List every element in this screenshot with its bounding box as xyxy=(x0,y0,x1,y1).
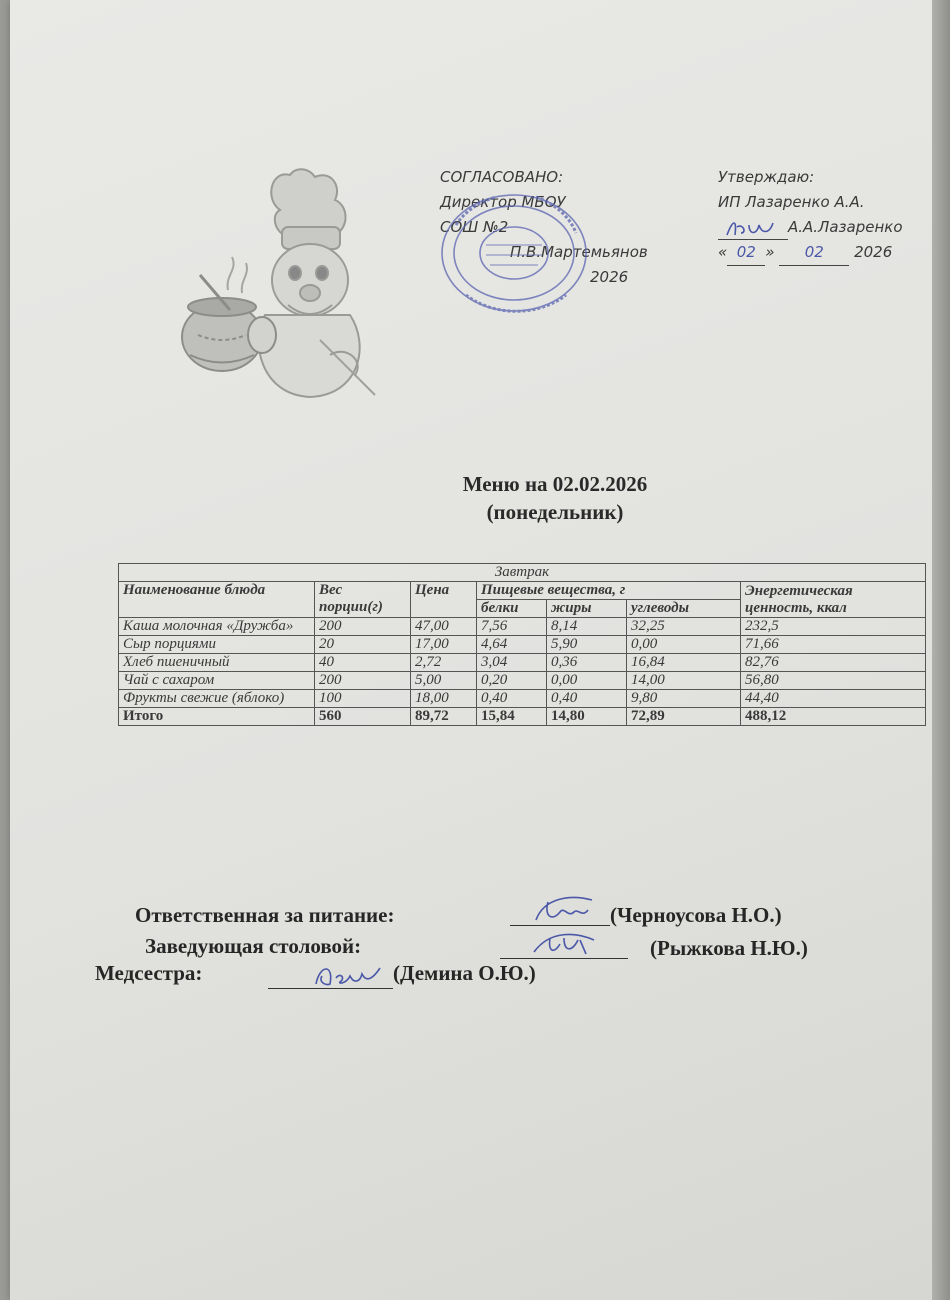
cell-energy: 71,66 xyxy=(741,636,926,654)
title-line2: (понедельник) xyxy=(486,500,624,524)
date-day: 02 xyxy=(727,240,765,266)
cell-weight: 100 xyxy=(315,690,411,708)
approval-position-line1: Директор МБОУ xyxy=(440,193,566,211)
cell-carbs: 0,00 xyxy=(627,636,741,654)
date-quote-open: « xyxy=(718,243,728,261)
table-row xyxy=(119,690,926,708)
signature-line-right xyxy=(718,221,788,240)
signature-role-canteen: Заведующая столовой: xyxy=(145,934,362,958)
chef-illustration-icon xyxy=(170,165,410,405)
total-label: Итого xyxy=(119,708,315,726)
title-line1: Меню на 02.02.2026 xyxy=(462,472,648,496)
approval-position-line2: СОШ №2 xyxy=(440,218,509,236)
date-month: 02 xyxy=(779,240,849,266)
header-fat: жиры xyxy=(547,600,627,618)
approval-heading-right: Утверждаю: xyxy=(718,168,815,186)
table-total-row xyxy=(119,708,926,726)
cell-price: 17,00 xyxy=(411,636,477,654)
cell-energy: 44,40 xyxy=(741,690,926,708)
header-carbs: углеводы xyxy=(627,600,741,618)
total-fat: 14,80 xyxy=(547,708,627,726)
cell-energy: 56,80 xyxy=(741,672,926,690)
cell-name: Сыр порциями xyxy=(119,636,315,654)
table-meal-row xyxy=(119,564,926,582)
signature-role-nurse: Медсестра: xyxy=(95,961,203,985)
header-energy: Энергетическая ценность, ккал xyxy=(741,582,926,618)
cell-fat: 0,36 xyxy=(547,654,627,672)
date-quote-close: » xyxy=(765,243,775,261)
cell-carbs: 9,80 xyxy=(627,690,741,708)
cell-carbs: 32,25 xyxy=(627,618,741,636)
cell-name: Чай с сахаром xyxy=(119,672,315,690)
handwritten-signature-director xyxy=(723,215,783,241)
signature-name-nurse: (Демина О.Ю.) xyxy=(393,961,536,985)
approval-heading-left: СОГЛАСОВАНО: xyxy=(440,168,564,186)
approval-name-left: П.В.Мартемьянов xyxy=(510,243,648,261)
table-row xyxy=(119,636,926,654)
table-row xyxy=(119,672,926,690)
cell-weight: 200 xyxy=(315,672,411,690)
cell-price: 5,00 xyxy=(411,672,477,690)
meal-label: Завтрак xyxy=(119,564,926,582)
cell-fat: 0,00 xyxy=(547,672,627,690)
cell-energy: 232,5 xyxy=(741,618,926,636)
background-edge xyxy=(932,0,950,1300)
cell-fat: 0,40 xyxy=(547,690,627,708)
signature-role-responsible: Ответственная за питание: xyxy=(135,903,395,927)
document-sheet xyxy=(10,0,940,1300)
total-carbs: 72,89 xyxy=(627,708,741,726)
handwritten-signature-nurse xyxy=(310,956,390,994)
signature-name-responsible: (Черноусова Н.О.) xyxy=(610,903,782,927)
table-row xyxy=(119,618,926,636)
cell-weight: 20 xyxy=(315,636,411,654)
cell-weight: 40 xyxy=(315,654,411,672)
approval-name-right: А.А.Лазаренко xyxy=(788,218,903,236)
table-header-row xyxy=(119,582,926,600)
cell-fat: 5,90 xyxy=(547,636,627,654)
approval-block-right xyxy=(718,165,903,266)
cell-protein: 3,04 xyxy=(477,654,547,672)
cell-fat: 8,14 xyxy=(547,618,627,636)
total-energy: 488,12 xyxy=(741,708,926,726)
cell-protein: 4,64 xyxy=(477,636,547,654)
header-nutrients: Пищевые вещества, г xyxy=(477,582,741,600)
cell-energy: 82,76 xyxy=(741,654,926,672)
approval-name-line-right xyxy=(718,215,903,240)
total-price: 89,72 xyxy=(411,708,477,726)
menu-table xyxy=(118,563,926,726)
date-year-right: 2026 xyxy=(854,243,893,261)
cell-carbs: 14,00 xyxy=(627,672,741,690)
cell-weight: 200 xyxy=(315,618,411,636)
total-weight: 560 xyxy=(315,708,411,726)
cell-price: 47,00 xyxy=(411,618,477,636)
cell-protein: 0,20 xyxy=(477,672,547,690)
cell-name: Фрукты свежие (яблоко) xyxy=(119,690,315,708)
cell-name: Каша молочная «Дружба» xyxy=(119,618,315,636)
header-protein: белки xyxy=(477,600,547,618)
cell-name: Хлеб пшеничный xyxy=(119,654,315,672)
handwritten-signature-canteen xyxy=(530,924,600,964)
table-row xyxy=(119,654,926,672)
header-name: Наименование блюда xyxy=(119,582,315,618)
cell-price: 18,00 xyxy=(411,690,477,708)
cell-protein: 7,56 xyxy=(477,618,547,636)
approval-company-right: ИП Лазаренко А.А. xyxy=(718,193,865,211)
approval-date-right xyxy=(718,240,903,266)
page-title xyxy=(10,470,940,526)
round-seal-stamp xyxy=(436,185,596,315)
header-weight: Вес порции(г) xyxy=(315,582,411,618)
cell-protein: 0,40 xyxy=(477,690,547,708)
signature-name-canteen: (Рыжкова Н.Ю.) xyxy=(650,936,808,960)
cell-carbs: 16,84 xyxy=(627,654,741,672)
header-price: Цена xyxy=(411,582,477,618)
approval-year-left: 2026 xyxy=(590,268,629,286)
cell-price: 2,72 xyxy=(411,654,477,672)
total-protein: 15,84 xyxy=(477,708,547,726)
